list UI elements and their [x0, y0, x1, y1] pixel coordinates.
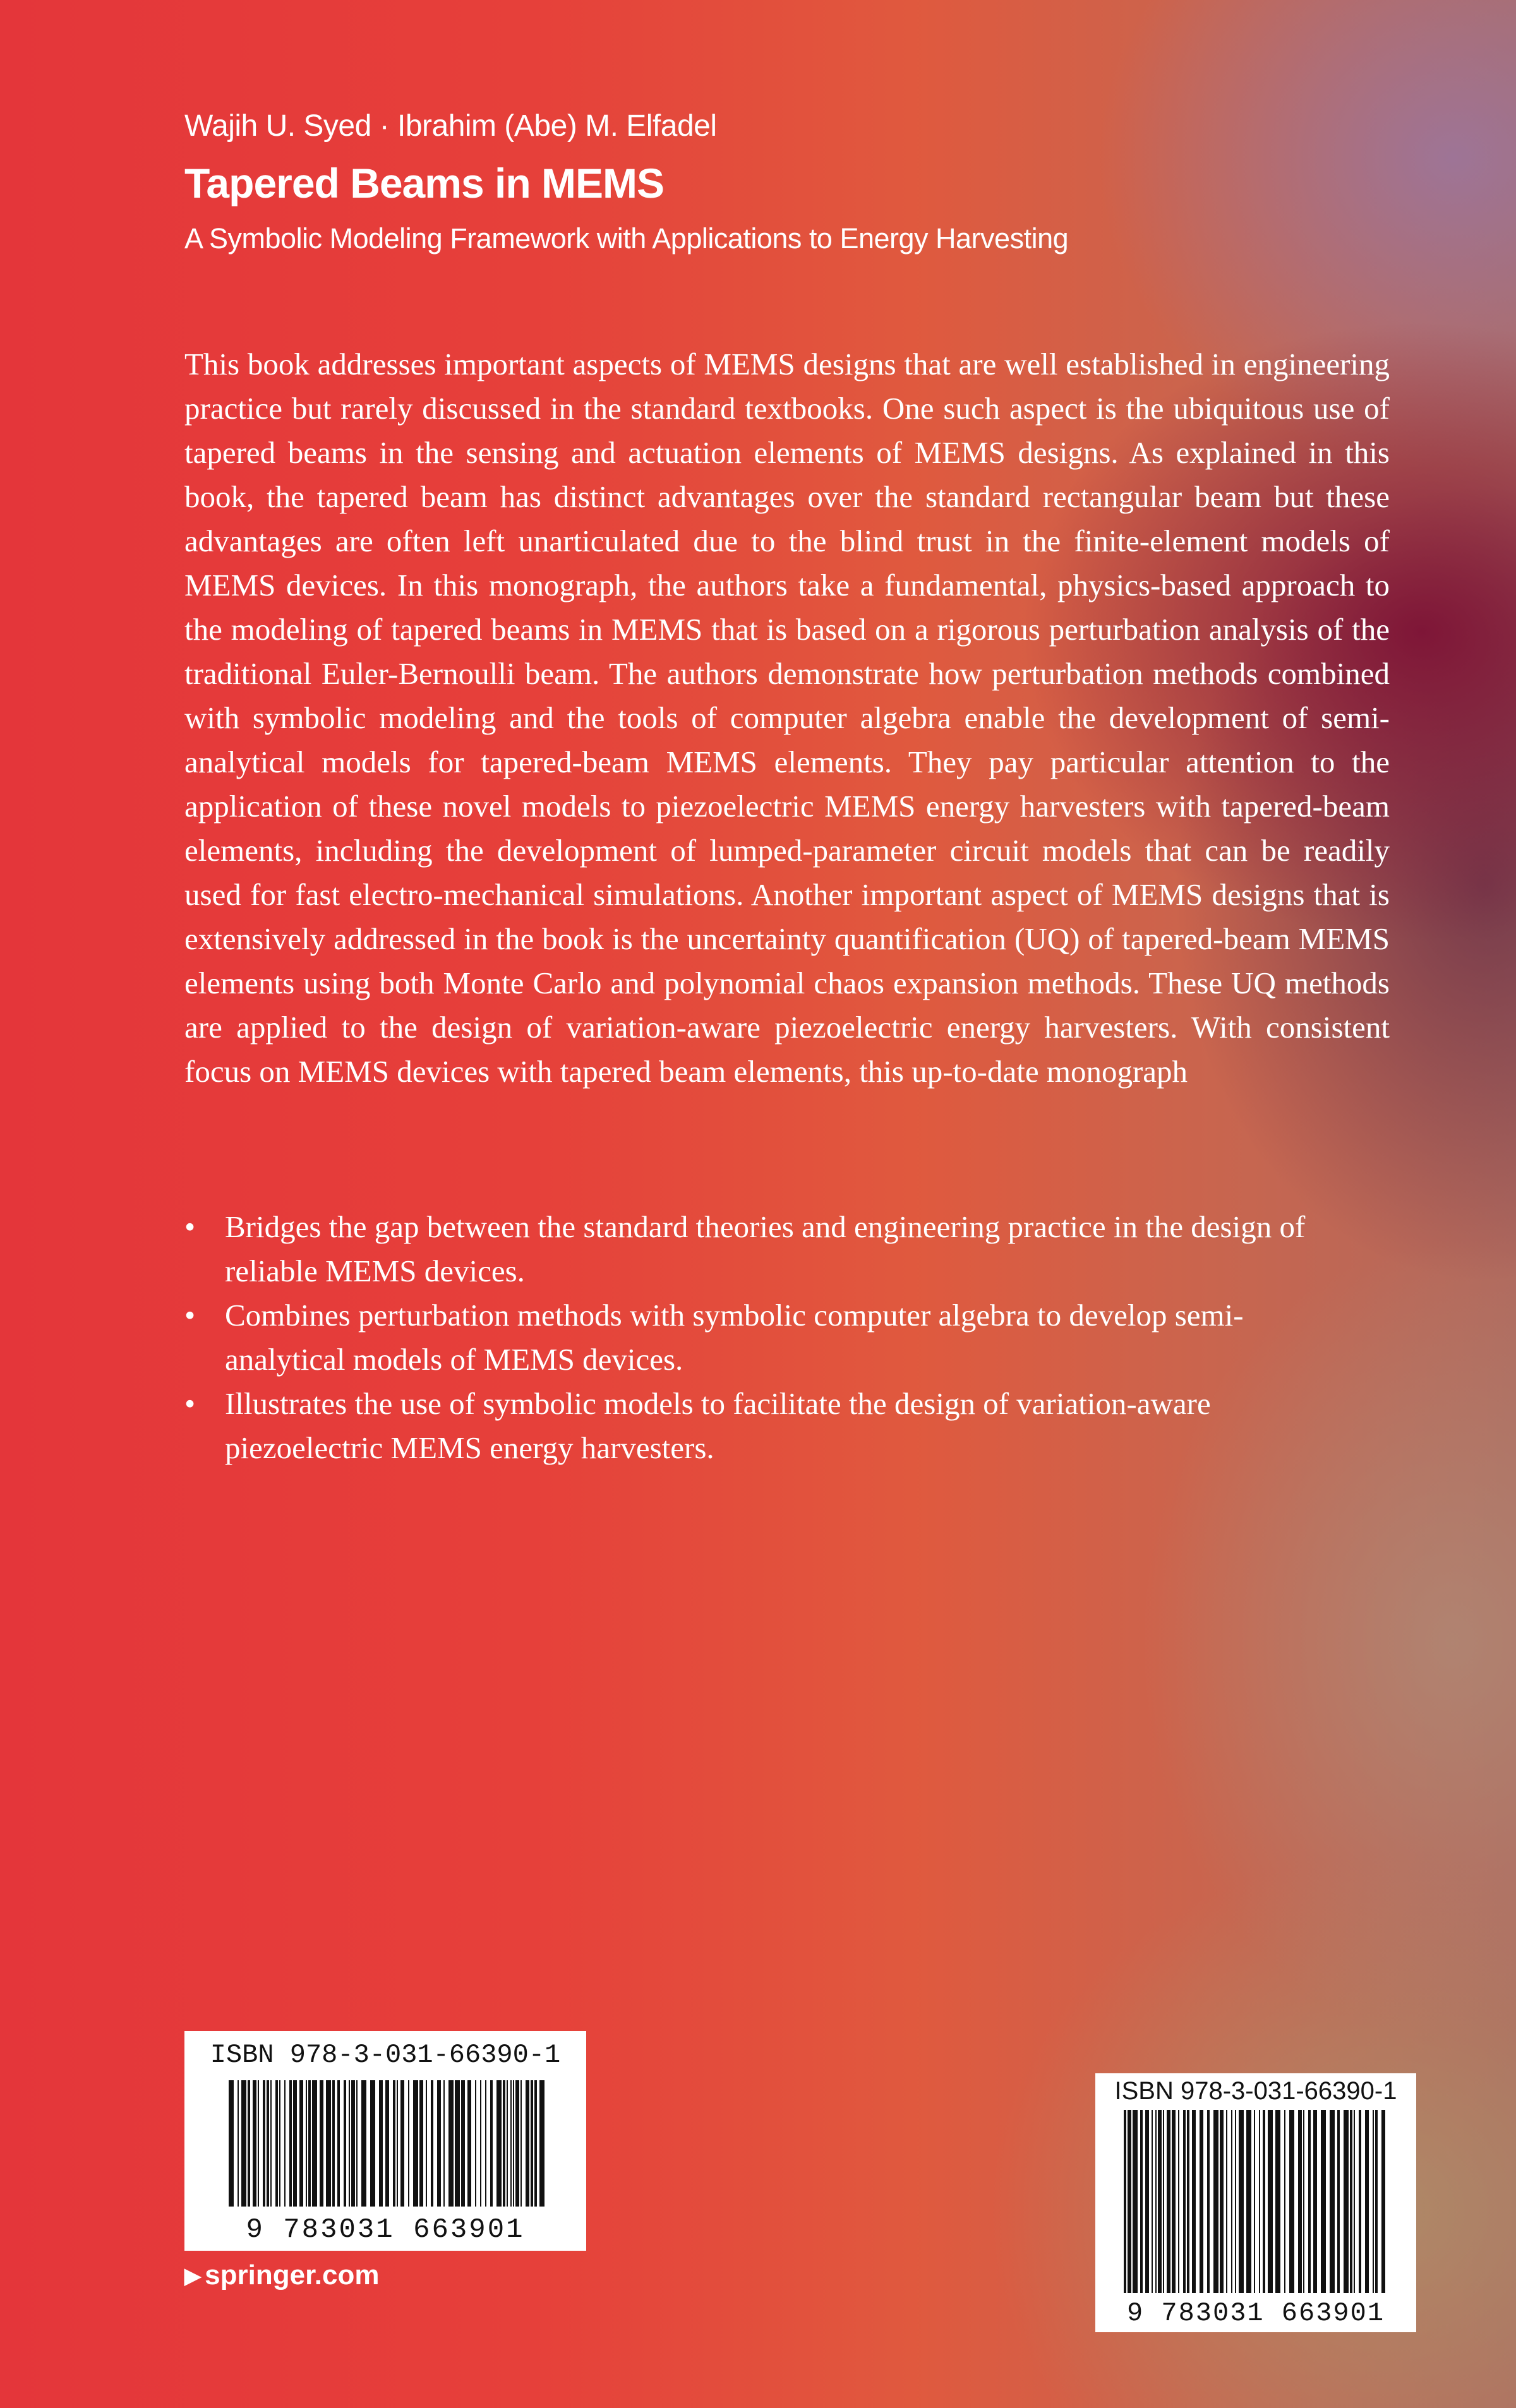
barcode-bar [349, 2080, 350, 2207]
barcode-bar [238, 2080, 239, 2207]
barcode-bar [1235, 2110, 1236, 2293]
barcode-bar [320, 2080, 323, 2207]
book-authors: Wajih U. Syed · Ibrahim (Abe) M. Elfadel [184, 109, 717, 143]
barcode-bar [1145, 2110, 1149, 2293]
barcode-bar [1354, 2110, 1355, 2293]
barcode-bar [408, 2080, 409, 2207]
barcode-bar [426, 2080, 427, 2207]
barcode-bar [279, 2080, 280, 2207]
barcode-bar [248, 2080, 250, 2207]
barcode-bar [1313, 2110, 1317, 2293]
barcode-bar [1289, 2110, 1294, 2293]
publisher-link[interactable] [184, 2260, 379, 2291]
barcode-bar [299, 2080, 303, 2207]
barcode-bar [531, 2080, 533, 2207]
barcode-bar [289, 2080, 292, 2207]
barcode-bar [284, 2080, 286, 2207]
barcode-bar [1344, 2110, 1349, 2293]
barcode-bar [510, 2080, 512, 2207]
barcode-bar [1275, 2110, 1280, 2293]
barcode-bar [1254, 2110, 1255, 2293]
barcode-bar [475, 2080, 476, 2207]
barcode-bar [326, 2080, 331, 2207]
barcode-bar [461, 2080, 465, 2207]
barcode-bar [1373, 2110, 1374, 2293]
barcode-bar [312, 2080, 317, 2207]
barcode-bar [1140, 2110, 1143, 2293]
barcode-bar [241, 2080, 246, 2207]
barcode-bar [385, 2080, 389, 2207]
barcode-bar [397, 2080, 398, 2207]
book-subtitle: A Symbolic Modeling Framework with Applications to Energy Harvesting [184, 222, 1069, 255]
barcode-bar [306, 2080, 307, 2207]
feature-text: Illustrates the use of symbolic models to facilitate the design of variation-aware piezoelectric MEMS energy harvesters. [225, 1386, 1211, 1465]
barcode-bar [1239, 2110, 1244, 2293]
barcode-bar [308, 2080, 311, 2207]
bullet-icon: • [184, 1209, 196, 1244]
barcode-bar [1308, 2110, 1311, 2293]
barcode-bar [275, 2080, 278, 2207]
barcode-bar [503, 2080, 505, 2207]
barcode-bar [1226, 2110, 1227, 2293]
barcode-digits: 9 783031 663901 [246, 2214, 525, 2246]
barcode-bar [1192, 2110, 1196, 2293]
barcode-bar [1337, 2110, 1340, 2293]
barcode-bar [485, 2080, 486, 2207]
barcode-bar [1133, 2110, 1138, 2293]
barcode-bar [1172, 2110, 1176, 2293]
barcode-bar [1365, 2110, 1369, 2293]
barcode-bar [344, 2080, 346, 2207]
arrow-right-icon: ▶ [184, 2264, 202, 2288]
barcode-bar [267, 2080, 269, 2207]
barcode-bar [1152, 2110, 1153, 2293]
barcode-bar [480, 2080, 481, 2207]
barcode-bar [293, 2080, 297, 2207]
barcode-bars [229, 2080, 544, 2207]
isbn-label: ISBN 978-3-031-66390-1 [1114, 2077, 1397, 2105]
barcode-bar [1207, 2110, 1210, 2293]
barcode-bar [1359, 2110, 1361, 2293]
feature-list [184, 1205, 1353, 1470]
bullet-icon: • [184, 1386, 196, 1421]
barcode-bar [1200, 2110, 1203, 2293]
barcode-bar [379, 2080, 383, 2207]
feature-item [184, 1382, 1353, 1470]
barcode-bars [1124, 2110, 1389, 2293]
barcode-bar [1220, 2110, 1224, 2293]
isbn-barcode-right [1095, 2073, 1416, 2332]
barcode-bar [1163, 2110, 1164, 2293]
barcode-bar [1246, 2110, 1251, 2293]
barcode-bar [526, 2080, 529, 2207]
barcode-bar [413, 2080, 418, 2207]
barcode-bar [1259, 2110, 1260, 2293]
barcode-bar [270, 2080, 272, 2207]
barcode-bar [448, 2080, 454, 2207]
barcode-bar [356, 2080, 358, 2207]
barcode-bar [400, 2080, 404, 2207]
barcode-bar [332, 2080, 335, 2207]
feature-item [184, 1205, 1353, 1293]
barcode-bar [1167, 2110, 1170, 2293]
barcode-bar [507, 2080, 508, 2207]
barcode-bar [1350, 2110, 1352, 2293]
barcode-bar [1330, 2110, 1335, 2293]
barcode-bar [1158, 2110, 1162, 2293]
barcode-bar [419, 2080, 423, 2207]
barcode-bar [393, 2080, 395, 2207]
barcode-bar [1183, 2110, 1186, 2293]
barcode-bar [1263, 2110, 1265, 2293]
barcode-bar [534, 2080, 537, 2207]
barcode-bar [539, 2080, 544, 2207]
barcode-bar [263, 2080, 265, 2207]
feature-item [184, 1293, 1353, 1382]
barcode-bar [1268, 2110, 1273, 2293]
book-description: This book addresses important aspects of MEMS designs that are well established in engineering practice but rarely discussed in the standard textbooks. One such aspect is the ubiquitous use of tapered beams in the sensing and actuation elements of MEMS designs. As explained in this book, the tapered beam has distinct advantages over the standard rectangular beam but these advantages are often left unarticulated due to the blind trust in the finite-element models of MEMS devices. In this monograph, the authors take a fundamental, physics-based approach to the modeling of tapered beams in MEMS that is based on a rigorous perturbation analysis of the traditional Euler-Bernoulli beam. The authors demonstrate how perturbation methods combined with symbolic modeling and the tools of computer algebra enable the development of semi-analytical models for tapered-beam MEMS elements. They pay particular attention to the application of these novel models to piezoelectric MEMS energy harvesters with tapered-beam elements, including the development of lumped-parameter circuit models that can be readily used for fast electro-mechanical simulations. Another important aspect of MEMS designs that is extensively addressed in the book is the uncertainty quantification (UQ) of tapered-beam MEMS elements using both Monte Carlo and polynomial chaos expansion methods. These UQ methods are applied to the design of variation-aware piezoelectric energy harvesters. With consistent focus on MEMS devices with tapered beam elements, this up-to-date monograph [184, 347, 1390, 1089]
barcode-bar [443, 2080, 445, 2207]
feature-text: Combines perturbation methods with symbolic computer algebra to develop semi-analytical models of MEMS devices. [225, 1298, 1244, 1377]
barcode-bar [1375, 2110, 1378, 2293]
barcode-bar [1298, 2110, 1302, 2293]
feature-text: Bridges the gap between the standard theories and engineering practice in the design of reliable MEMS devices. [225, 1209, 1306, 1288]
barcode-bar [1303, 2110, 1304, 2293]
barcode-bar [1178, 2110, 1179, 2293]
barcode-bar [1155, 2110, 1157, 2293]
barcode-bar [1213, 2110, 1218, 2293]
barcode-bar [513, 2080, 514, 2207]
barcode-bar [361, 2080, 366, 2207]
barcode-bar [515, 2080, 519, 2207]
isbn-label: ISBN 978-3-031-66390-1 [210, 2040, 561, 2070]
book-title: Tapered Beams in MEMS [184, 160, 664, 207]
barcode-bar [520, 2080, 522, 2207]
barcode-bar [1187, 2110, 1189, 2293]
barcode-bar [229, 2080, 234, 2207]
barcode-bar [496, 2080, 502, 2207]
publisher-url: springer.com [205, 2260, 380, 2291]
barcode-digits: 9 783031 663901 [1126, 2298, 1385, 2328]
barcode-bar [258, 2080, 259, 2207]
barcode-bar [253, 2080, 256, 2207]
isbn-barcode-left [184, 2031, 586, 2251]
barcode-bar [437, 2080, 441, 2207]
barcode-bar [1124, 2110, 1126, 2293]
barcode-bar [370, 2080, 375, 2207]
barcode-bar [1284, 2110, 1285, 2293]
barcode-bar [467, 2080, 471, 2207]
bullet-icon: • [184, 1298, 196, 1333]
barcode-bar [455, 2080, 460, 2207]
barcode-bar [1128, 2110, 1131, 2293]
barcode-bar [1231, 2110, 1232, 2293]
barcode-bar [431, 2080, 433, 2207]
barcode-bar [1321, 2110, 1326, 2293]
barcode-bar [1381, 2110, 1385, 2293]
barcode-bar [337, 2080, 340, 2207]
barcode-bar [351, 2080, 355, 2207]
barcode-bar [490, 2080, 493, 2207]
